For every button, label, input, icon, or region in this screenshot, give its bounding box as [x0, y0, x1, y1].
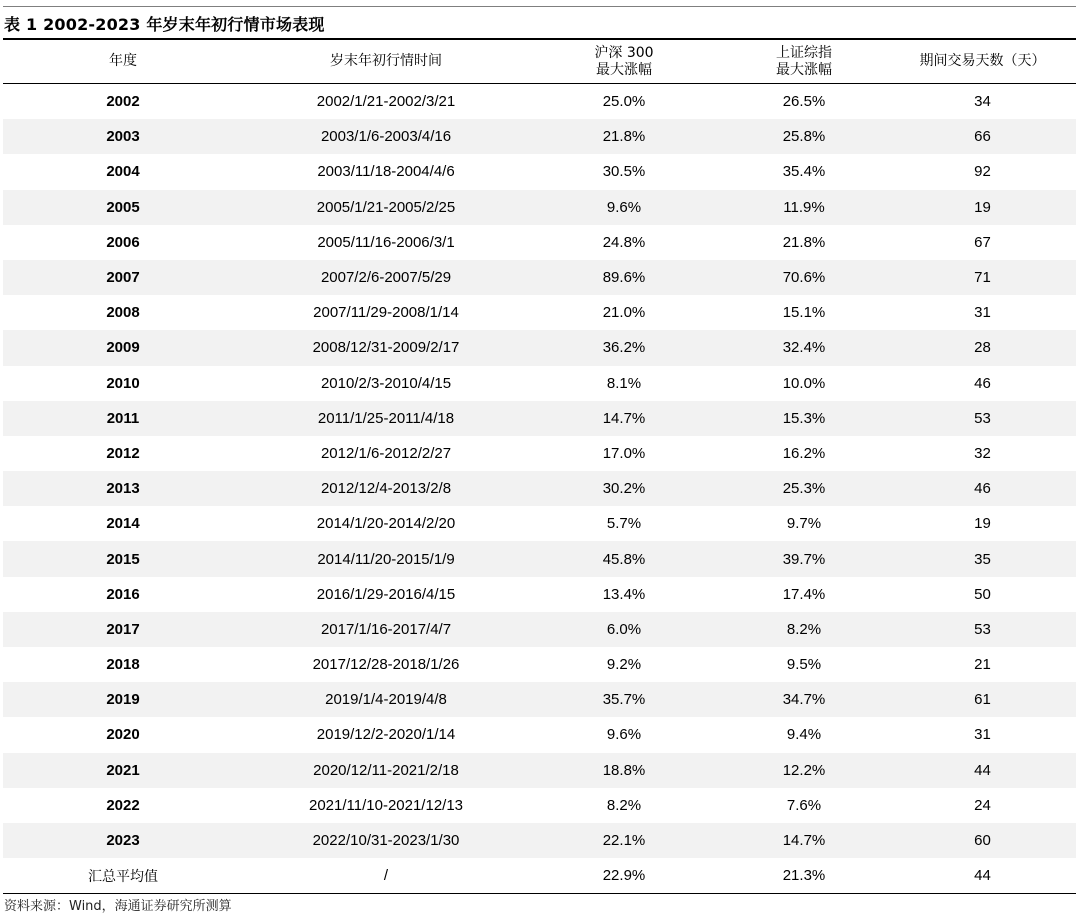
- cell-hs300: 9.6%: [606, 726, 642, 744]
- cell-period: 2019/1/4-2019/4/8: [325, 691, 447, 709]
- summary-days: 44: [974, 867, 991, 885]
- cell-year: 2014: [106, 515, 140, 533]
- cell-period: 2021/11/10-2021/12/13: [308, 796, 464, 814]
- cell-year: 2018: [106, 656, 140, 674]
- table-row: [3, 295, 1076, 330]
- cell-hs300: 45.8%: [602, 550, 646, 568]
- header-sh-line1: 上证综指: [776, 44, 832, 61]
- cell-sh: 9.5%: [786, 656, 822, 674]
- cell-period: 2019/12/2-2020/1/14: [316, 726, 456, 744]
- cell-sh: 25.3%: [782, 480, 826, 498]
- table-row: [3, 506, 1076, 541]
- cell-days: 35: [974, 550, 991, 568]
- cell-hs300: 9.2%: [606, 656, 642, 674]
- summary-period: /: [383, 867, 389, 885]
- cell-sh: 25.8%: [782, 128, 826, 146]
- cell-period: 2010/2/3-2010/4/15: [320, 374, 452, 392]
- cell-year: 2003: [106, 128, 140, 146]
- header-days: 期间交易天数（天）: [919, 53, 1046, 69]
- header-sh-line2: 最大涨幅: [776, 61, 832, 78]
- cell-year: 2005: [106, 198, 140, 216]
- cell-days: 66: [974, 128, 991, 146]
- header-hs300-line1: 沪深 300: [594, 44, 654, 61]
- cell-year: 2017: [106, 620, 140, 638]
- cell-hs300: 89.6%: [602, 269, 646, 287]
- table-row: [3, 788, 1076, 823]
- cell-sh: 70.6%: [782, 269, 826, 287]
- cell-year: 2007: [106, 269, 140, 287]
- cell-hs300: 21.8%: [602, 128, 646, 146]
- table-row: [3, 436, 1076, 471]
- cell-days: 46: [974, 480, 991, 498]
- summary-hs300: 22.9%: [602, 867, 646, 885]
- cell-hs300: 24.8%: [602, 233, 646, 251]
- cell-days: 61: [974, 691, 991, 709]
- table-row: [3, 401, 1076, 436]
- cell-sh: 32.4%: [782, 339, 826, 357]
- cell-sh: 9.7%: [786, 515, 822, 533]
- header-period: 岁末年初行情时间: [330, 53, 442, 69]
- cell-sh: 9.4%: [786, 726, 822, 744]
- cell-hs300: 21.0%: [602, 304, 646, 322]
- table-row: [3, 190, 1076, 225]
- table-row: [3, 119, 1076, 154]
- cell-period: 2014/1/20-2014/2/20: [316, 515, 456, 533]
- cell-sh: 17.4%: [782, 585, 826, 603]
- cell-days: 71: [974, 269, 991, 287]
- cell-period: 2007/11/29-2008/1/14: [313, 304, 459, 322]
- table-row: [3, 717, 1076, 752]
- cell-hs300: 13.4%: [602, 585, 646, 603]
- cell-hs300: 17.0%: [602, 444, 646, 462]
- cell-period: 2002/1/21-2002/3/21: [316, 93, 456, 111]
- cell-days: 46: [974, 374, 991, 392]
- table-row: [3, 225, 1076, 260]
- summary-row: [3, 858, 1076, 894]
- cell-year: 2008: [106, 304, 140, 322]
- cell-sh: 21.8%: [782, 233, 826, 251]
- cell-days: 28: [974, 339, 991, 357]
- cell-hs300: 35.7%: [602, 691, 646, 709]
- table-row: [3, 260, 1076, 295]
- market-table: [3, 38, 1076, 894]
- cell-sh: 16.2%: [782, 444, 826, 462]
- cell-days: 32: [974, 444, 991, 462]
- cell-year: 2013: [106, 480, 140, 498]
- cell-sh: 10.0%: [782, 374, 826, 392]
- cell-period: 2005/1/21-2005/2/25: [316, 198, 456, 216]
- cell-year: 2019: [106, 691, 140, 709]
- cell-days: 92: [974, 163, 991, 181]
- header-hs300-line2: 最大涨幅: [595, 61, 652, 78]
- cell-days: 19: [974, 515, 991, 533]
- cell-hs300: 22.1%: [602, 832, 646, 850]
- table-row: [3, 366, 1076, 401]
- table-title: 表 1 2002-2023 年岁末年初行情市场表现: [4, 15, 325, 34]
- cell-sh: 11.9%: [783, 198, 825, 216]
- cell-sh: 15.1%: [782, 304, 826, 322]
- cell-hs300: 18.8%: [602, 761, 646, 779]
- cell-year: 2016: [106, 585, 140, 603]
- table-row: [3, 84, 1076, 119]
- cell-days: 34: [974, 93, 991, 111]
- cell-hs300: 36.2%: [602, 339, 646, 357]
- cell-period: 2020/12/11-2021/2/18: [313, 761, 459, 779]
- cell-sh: 26.5%: [782, 93, 826, 111]
- table-row: [3, 647, 1076, 682]
- cell-sh: 15.3%: [782, 409, 826, 427]
- cell-sh: 7.6%: [786, 796, 822, 814]
- cell-hs300: 14.7%: [602, 409, 646, 427]
- table-row: [3, 823, 1076, 858]
- cell-period: 2012/1/6-2012/2/27: [320, 444, 452, 462]
- cell-year: 2021: [106, 761, 140, 779]
- cell-days: 44: [974, 761, 991, 779]
- cell-sh: 8.2%: [786, 620, 822, 638]
- source-note: 资料来源：Wind，海通证券研究所测算: [4, 899, 232, 914]
- table-body: [3, 84, 1076, 858]
- cell-days: 21: [974, 656, 991, 674]
- cell-year: 2012: [106, 444, 140, 462]
- cell-year: 2010: [106, 374, 140, 392]
- table-row: [3, 612, 1076, 647]
- summary-sh: 21.3%: [782, 867, 826, 885]
- cell-year: 2020: [106, 726, 140, 744]
- cell-days: 31: [974, 304, 991, 322]
- cell-hs300: 9.6%: [606, 198, 642, 216]
- cell-year: 2009: [106, 339, 140, 357]
- cell-days: 53: [974, 409, 991, 427]
- cell-days: 60: [974, 832, 991, 850]
- cell-period: 2017/12/28-2018/1/26: [312, 656, 460, 674]
- cell-year: 2023: [106, 832, 140, 850]
- cell-days: 31: [974, 726, 991, 744]
- cell-year: 2022: [106, 796, 140, 814]
- cell-period: 2005/11/16-2006/3/1: [317, 233, 455, 251]
- cell-period: 2003/11/18-2004/4/6: [317, 163, 455, 181]
- cell-days: 53: [974, 620, 991, 638]
- table-row: [3, 577, 1076, 612]
- cell-sh: 39.7%: [782, 550, 826, 568]
- header-sh: [719, 40, 889, 83]
- header-year: 年度: [109, 53, 137, 69]
- cell-hs300: 8.2%: [606, 796, 642, 814]
- cell-year: 2015: [106, 550, 140, 568]
- cell-hs300: 30.2%: [602, 480, 646, 498]
- cell-year: 2004: [106, 163, 140, 181]
- table-row: [3, 753, 1076, 788]
- table-row: [3, 682, 1076, 717]
- cell-days: 50: [974, 585, 991, 603]
- cell-period: 2022/10/31-2023/1/30: [312, 832, 460, 850]
- cell-hs300: 8.1%: [606, 374, 642, 392]
- cell-sh: 12.2%: [782, 761, 826, 779]
- cell-period: 2007/2/6-2007/5/29: [320, 269, 452, 287]
- cell-year: 2011: [106, 409, 140, 427]
- table-header: [3, 38, 1076, 84]
- cell-sh: 35.4%: [782, 163, 826, 181]
- cell-hs300: 30.5%: [602, 163, 646, 181]
- cell-sh: 34.7%: [782, 691, 826, 709]
- cell-hs300: 5.7%: [606, 515, 642, 533]
- cell-period: 2016/1/29-2016/4/15: [316, 585, 456, 603]
- cell-period: 2011/1/25-2011/4/18: [317, 409, 455, 427]
- header-hs300: [529, 40, 719, 83]
- cell-period: 2008/12/31-2009/2/17: [312, 339, 460, 357]
- cell-year: 2002: [106, 93, 140, 111]
- cell-period: 2017/1/16-2017/4/7: [320, 620, 452, 638]
- cell-period: 2012/12/4-2013/2/8: [320, 480, 452, 498]
- cell-period: 2014/11/20-2015/1/9: [317, 550, 455, 568]
- cell-year: 2006: [106, 233, 140, 251]
- cell-sh: 14.7%: [782, 832, 826, 850]
- table-row: [3, 471, 1076, 506]
- table-row: [3, 154, 1076, 189]
- cell-hs300: 25.0%: [602, 93, 646, 111]
- cell-days: 19: [974, 198, 991, 216]
- cell-period: 2003/1/6-2003/4/16: [320, 128, 452, 146]
- table-row: [3, 330, 1076, 365]
- table-row: [3, 541, 1076, 576]
- cell-days: 67: [974, 233, 991, 251]
- cell-hs300: 6.0%: [606, 620, 642, 638]
- cell-days: 24: [974, 796, 991, 814]
- summary-label: 汇总平均值: [88, 868, 158, 885]
